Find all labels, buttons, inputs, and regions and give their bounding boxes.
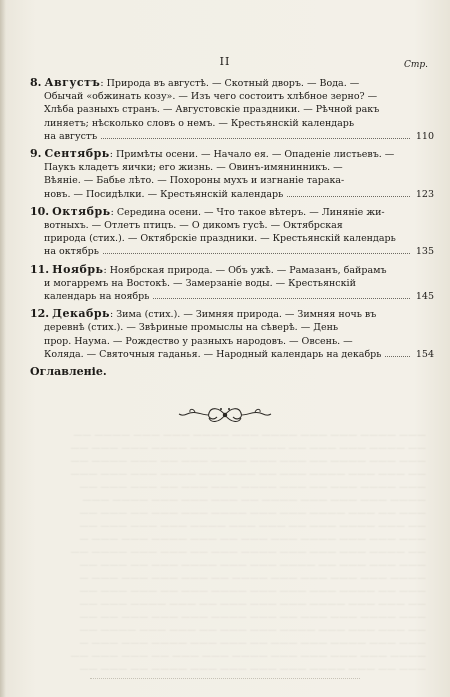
page-number: 154 xyxy=(415,348,434,360)
entry-line: линяетъ; нѣсколько словъ о немъ. — Крестьянскій календарь xyxy=(44,117,355,129)
toc-entry-text xyxy=(30,307,434,348)
entry-line: Хлѣба разныхъ странъ. — Августовскіе праздники. — Рѣчной ракъ xyxy=(44,104,380,116)
entry-line: календарь на ноябрь xyxy=(44,291,150,303)
toc-entry[interactable] xyxy=(30,263,434,304)
toc-entry[interactable] xyxy=(30,76,434,143)
entry-line: и могарремъ на Востокѣ. — Замерзаніе воды. — Крестьянскій xyxy=(44,277,356,289)
entry-line: деревнѣ (стих.). — Звѣриные промыслы на сѣверѣ. — День xyxy=(44,322,339,334)
toc-entry[interactable] xyxy=(30,205,434,259)
entry-line: : Ноябрская природа. — Объ ужѣ. — Рамазанъ, байрамъ xyxy=(103,264,387,276)
entry-month: Октябрь xyxy=(52,204,111,218)
toc-entry-text xyxy=(30,76,434,130)
entry-last-line xyxy=(30,290,434,303)
entry-last-line xyxy=(30,130,434,143)
bottom-dotted-line xyxy=(90,678,360,679)
entry-number: 11. xyxy=(30,262,50,276)
page-number: 110 xyxy=(415,130,434,142)
entry-line: : Природа въ августѣ. — Скотный дворъ. — Вода. — xyxy=(100,78,360,89)
toc-entry-text xyxy=(30,147,434,188)
entry-number: 8. xyxy=(30,76,42,89)
entry-line: на октябрь xyxy=(44,246,99,258)
entry-month: Августъ xyxy=(44,76,101,89)
entry-last-line xyxy=(30,245,434,258)
bleed-through-texture: ——— ———— ——— ——— ———— ——— ———— ——— ——— ———— —— —— ———— ——— ——— —— ———— ——— ——— ———— ——— ——— —— ——— ——— ———— —— ——— ——— ———— ——— —— ——— ———— —— —— ——— ——— ———— ——— —— ——— ——— ———— ——— ——— ——— ——— ———— ——— —— ——— ———— ——— ——— —— ——— ——— —— ———— ——— ——— ——— ———— —— ——— ——— ——— ———— ——— ——— —— ——— ———— ——— ——— ———— ——— ——— —— ——— —— —— ——— ———— ——— —— ——— ——— ———— ——— ——— ——— —— ——— ——— ——— ———— ——— ——— —— ——— ———— ——— ——— — —— ———— ——— ——— ——— ———— ——— —— ——— ——— ———— —— ——— ——— ——— —— ———— ——— ——— ———— ——— —— ——— —— ———— ——— ——— ——— ——— ———— —— ——— ——— ——— ——— — ——— —— ———— ——— ——— ——— ———— ——— —— ——— ——— —— —— ——— ——— ———— ——— ——— ——— —— ——— ———— ——— —— ——— ———— ——— ——— —— ——— ———— ——— ——— ——— —— —— —— ——— ——— ——— ———— ——— ——— —— ——— ——— ———— —— ——— ——— ———— ——— ——— —— ——— ——— ———— ——— ——— — ———— ——— ——— ——— ——— ———— ——— ——— —— ——— ——— —— ——— —— ——— ———— ——— ——— ——— ——— ———— —— ——— —— xyxy=(70,431,426,675)
entry-last-line xyxy=(30,188,434,201)
entry-month: Ноябрь xyxy=(52,262,104,276)
leader-dots xyxy=(287,196,410,197)
entry-line: Вѣяніе. — Бабье лѣто. — Похороны мухъ и изгнаніе таракa- xyxy=(44,175,345,187)
entry-month: Декабрь xyxy=(52,307,111,321)
ornament-icon xyxy=(175,404,275,426)
roman-page-number: II xyxy=(219,55,231,68)
entry-line: Обычай «обжинать козу». — Изъ чего состоитъ хлѣбное зерно? — xyxy=(44,91,378,103)
entry-month: Сентябрь xyxy=(44,147,110,161)
page-number: 123 xyxy=(415,188,434,200)
entry-number: 12. xyxy=(30,307,50,321)
toc-entry[interactable] xyxy=(30,307,434,361)
entry-line: : Середина осени. — Что такое вѣтеръ. — Линяніе жи- xyxy=(110,206,385,218)
entry-line: на августъ xyxy=(44,130,98,142)
leader-dots xyxy=(103,253,410,254)
toc-entries xyxy=(30,76,434,378)
entry-line: Коляда. — Святочныя гаданья. — Народный календарь на декабрь xyxy=(44,348,382,360)
entry-line: прор. Наума. — Рождество у разныхъ народовъ. — Овсень. — xyxy=(44,335,353,347)
entry-number: 10. xyxy=(30,204,50,218)
leader-dots xyxy=(153,298,410,299)
entry-number: 9. xyxy=(30,147,42,161)
page-column-label: Стр. xyxy=(403,60,428,70)
page-number: 145 xyxy=(415,291,434,303)
leader-dots xyxy=(385,356,410,357)
entry-line: новъ. — Посидѣлки. — Крестьянскій календарь xyxy=(44,188,284,200)
entry-line: природа (стих.). — Октябрскіе праздники. — Крестьянскій календарь xyxy=(44,233,396,245)
toc-final-entry[interactable]: Оглавленіе. xyxy=(30,365,107,379)
page-number: 135 xyxy=(415,246,434,258)
entry-line: : Зима (стих.). — Зимняя природа. — Зимняя ночь въ xyxy=(110,309,377,321)
leader-dots xyxy=(101,138,410,139)
entry-line: Паукъ кладетъ яички; его жизнь. — Овинъ-имянинникъ. — xyxy=(44,162,343,174)
toc-entry-text xyxy=(30,205,434,246)
toc-entry[interactable] xyxy=(30,147,434,201)
ornament-divider xyxy=(0,404,450,430)
entry-line: вотныхъ. — Отлетъ птицъ. — О дикомъ гусѣ. — Октябрская xyxy=(44,220,343,232)
entry-last-line xyxy=(30,348,434,361)
entry-line: : Примѣты осени. — Начало ея. — Опаденіе листьевъ. — xyxy=(109,149,395,161)
toc-entry-text xyxy=(30,263,434,290)
